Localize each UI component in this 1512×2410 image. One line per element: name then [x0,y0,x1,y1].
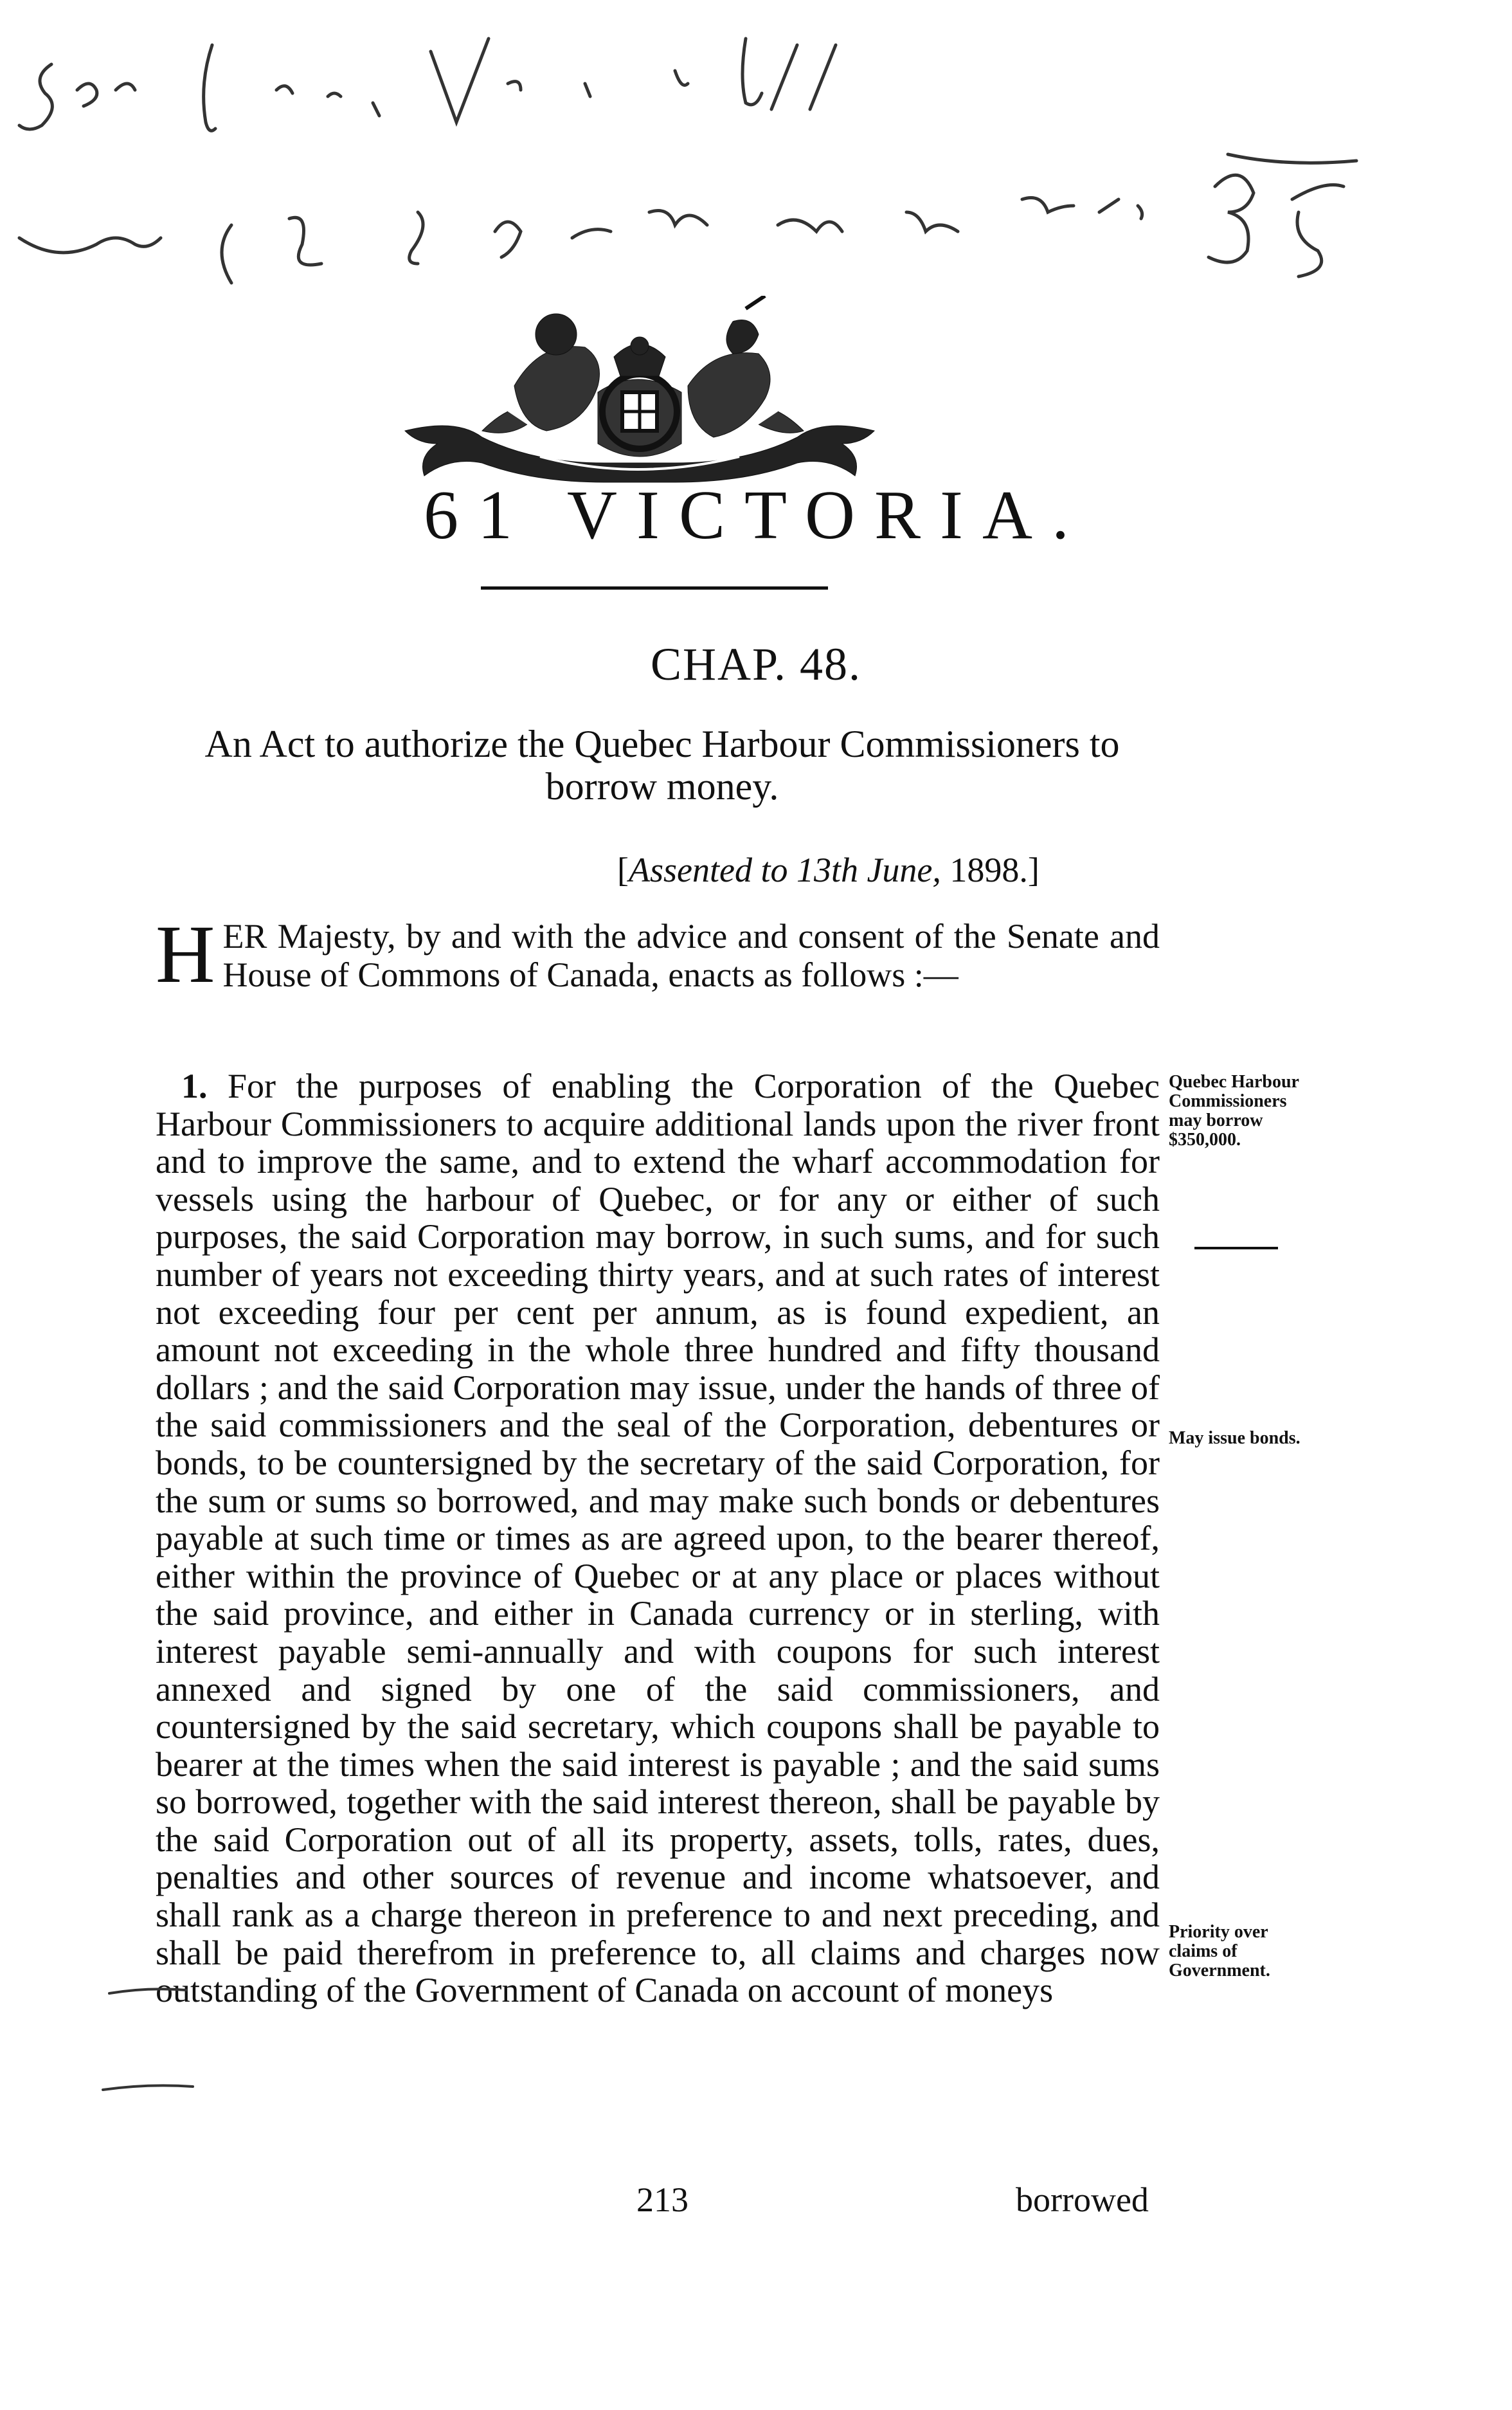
margin-pencil-marks [96,1968,199,2096]
margin-note-priority: Priority over claims of Government. [1169,1922,1270,1980]
assent-line: [Assented to 13th June, 1898.] [617,851,1040,889]
handwritten-annotation [6,19,1382,315]
preamble-text: ER Majesty, by and with the advice and consent of the Senate and House of Commons of Canada, enacts as follows :— [222,917,1160,994]
section-text: For the purposes of enabling the Corporation of the Quebec Harbour Commissioners to acquire additional lands upon the river front and to improve the same, and to extend the wharf accommodation for vessels using the harbour of Quebec, or for any or either of such purposes, the said Corporation may borrow, in such sums, and for such number of years not exceeding thirty years, and at such rates of interest not exceeding four per cent per annum, as is found expedient, an amount not exceeding in the whole three hundred and fifty thousand dollars ; and the said Corporation may issue, under the hands of three of the said commissioners and the seal of the Corporation, debentures or bonds, to be countersigned by the secretary of the said Corporation, for the sum or sums so borrowed, and may make such bonds or debentures payable at such time or times as are agreed upon, to the bearer thereof, either within the province of Quebec or at any place or places without the said province, and either in Canada currency or in sterling, with interest payable semi-annually and with coupons for such interest annexed and signed by one of the said commissioners, and countersigned by the said secretary, which coupons shall be payable to bearer at the times when the said interest is payable ; and the said sums so borrowed, together with the said interest thereon, shall be payable by the said Corporation out of all its property, assets, tolls, rates, dues, penalties and other sources of revenue and income whatsoever, and shall rank as a charge thereon in preference to and next preceding, and shall be paid therefrom in preference to, all claims and charges now outstanding of the Government of Canada on account of moneys [156,1067,1160,2010]
catchword: borrowed [1016,2180,1149,2219]
year-title: 61 VICTORIA. [423,477,1089,554]
margin-rule [1194,1246,1278,1250]
act-title: An Act to authorize the Quebec Harbour Commissioners to borrow money. [204,723,1120,808]
margin-note-borrow: Quebec Harbour Commissioners may borrow $350,000. [1169,1072,1299,1150]
assent-prefix: Assented to [628,851,788,889]
section-1 [156,1067,1160,2009]
page-number: 213 [636,2180,688,2219]
assent-year: 1898. [950,851,1028,889]
section-number: 1. [181,1067,208,1105]
margin-note-bonds: May issue bonds. [1169,1428,1300,1448]
assent-date: 13th June, [796,851,941,889]
coat-of-arms-emblem [386,296,894,489]
title-rule [481,586,828,590]
chapter-heading: CHAP. 48. [650,639,862,690]
preamble [156,909,1160,1000]
drop-cap: H [156,909,215,1000]
